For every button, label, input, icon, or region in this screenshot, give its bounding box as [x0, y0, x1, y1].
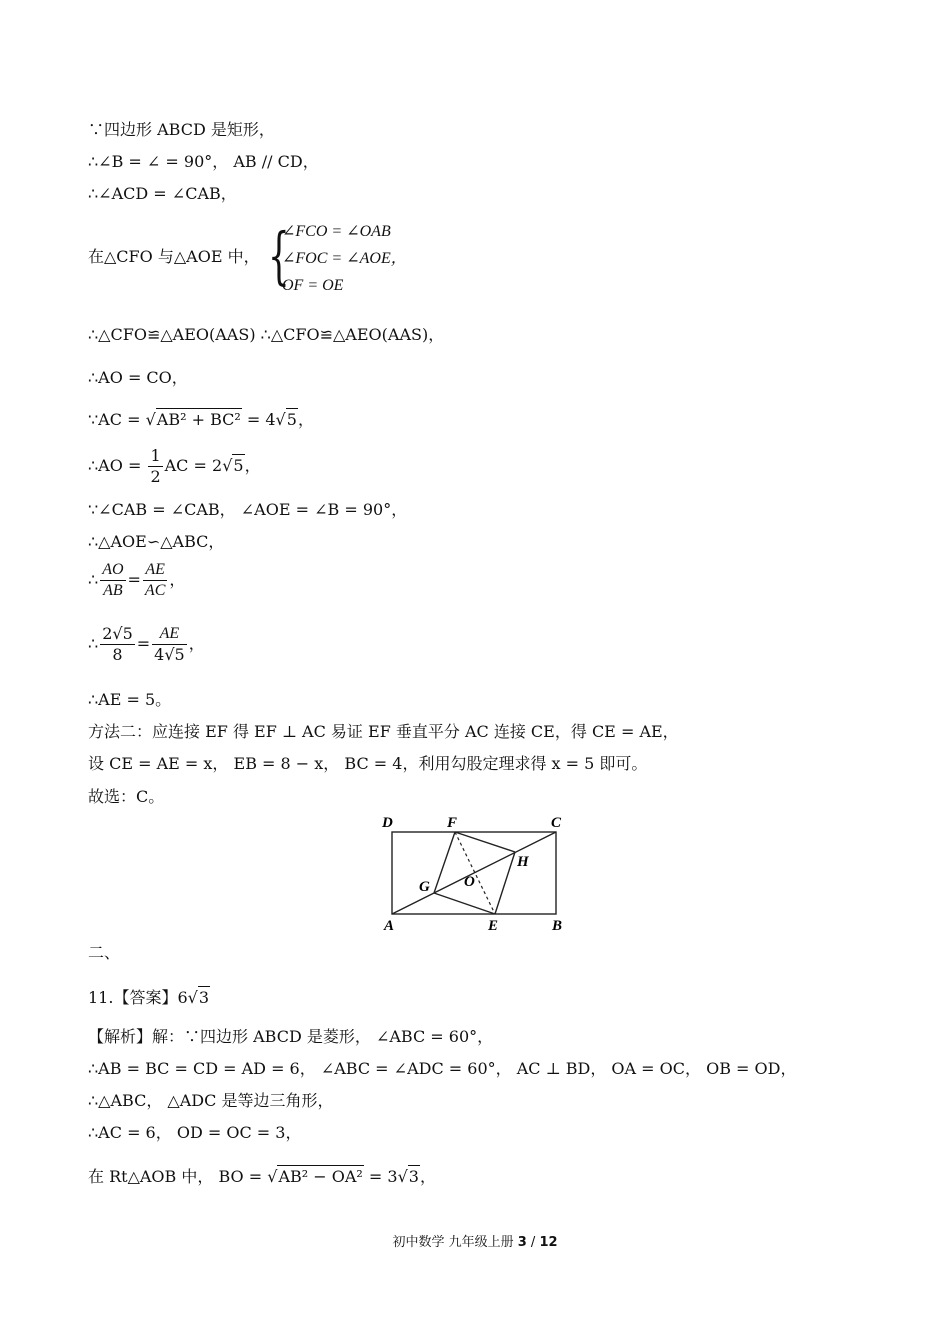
line-7-a: ∵AC = — [88, 410, 146, 429]
line-23-c: ， — [419, 1167, 436, 1186]
line-23-radicand: AB² − OA² — [278, 1167, 363, 1186]
line-16: 故选：C。 — [88, 787, 165, 806]
answer-11-a: 11.【答案】6 — [88, 988, 188, 1007]
line-22: ∴AC = 6， OD = OC = 3， — [88, 1123, 302, 1142]
frac-denominator: 4√5 — [154, 645, 185, 664]
system-eq-1: ∠FCO = ∠OAB — [282, 223, 391, 240]
line-11-a: ∴ — [88, 570, 99, 589]
system-eq-2: ∠FOC = ∠AOE， — [282, 250, 407, 267]
line-12 — [88, 624, 205, 665]
line-19: 【解析】解：∵四边形 ABCD 是菱形， ∠ABC = 60°， — [88, 1027, 494, 1046]
line-9: ∵∠CAB = ∠CAB， ∠AOE = ∠B = 90°， — [88, 500, 408, 519]
label-b: B — [552, 918, 563, 934]
line-7-radicand-2: 5 — [286, 410, 297, 429]
frac-numerator: 1 — [150, 446, 161, 465]
frac-numerator: AE — [152, 624, 187, 645]
line-23-b: = 3 — [363, 1167, 398, 1186]
line-20: ∴AB = BC = CD = AD = 6， ∠ABC = ∠ADC = 60°， AC ⊥ BD， OA = OC， OB = OD， — [88, 1059, 797, 1078]
page-number: 3 — [517, 1235, 527, 1250]
line-12-a: ∴ — [88, 634, 99, 653]
line-8: ∴AO = $\frac{1}{2}$ AC = 2√5， — [88, 446, 261, 486]
page-total: 12 — [539, 1235, 558, 1250]
line-8-c: ， — [244, 456, 261, 475]
label-a: A — [384, 918, 395, 934]
label-e: E — [488, 918, 499, 934]
frac-denominator: AB — [103, 582, 123, 599]
line-7-b: = 4 — [241, 410, 276, 429]
frac-numerator: AE — [143, 560, 167, 581]
fraction-ao-ab — [100, 560, 125, 601]
section-heading: 二、 — [88, 943, 121, 962]
line-8-a: ∴AO = — [88, 456, 147, 475]
line-3: ∴∠ACD = ∠CAB， — [88, 184, 237, 203]
line-23-radicand-2: 3 — [408, 1167, 419, 1186]
line-11-eq: = — [127, 570, 141, 589]
frac-denominator: 2 — [150, 467, 161, 486]
line-10: ∴△AOE∽△ABC， — [88, 532, 225, 551]
line-11 — [88, 560, 185, 601]
fraction-ae-4root5 — [152, 624, 187, 665]
fraction-ae-ac — [143, 560, 167, 601]
line-23: 在 Rt△AOB 中， BO = √AB² − OA² = 3√3， — [88, 1167, 436, 1186]
footer-text: 初中数学 九年级上册 — [392, 1235, 518, 1250]
line-21: ∴△ABC， △ADC 是等边三角形， — [88, 1091, 334, 1110]
geometry-figure — [375, 808, 575, 934]
line-12-eq: = — [136, 634, 151, 653]
frac-denominator: AC — [144, 582, 166, 599]
line-7-radicand: AB² + BC² — [156, 410, 241, 429]
line-12-c: ， — [188, 634, 205, 653]
fraction-half — [148, 446, 162, 487]
answer-11: 11.【答案】6√3 — [88, 988, 210, 1007]
label-f: F — [447, 815, 458, 831]
line-14: 方法二：应连接 EF 得 EF ⊥ AC 易证 EF 垂直平分 AC 连接 CE，得 CE = AE， — [88, 722, 679, 741]
frac-denominator: 8 — [112, 645, 123, 664]
line-8-b: AC = 2 — [164, 456, 223, 475]
fraction-2root5-8 — [100, 624, 135, 665]
segment-ge — [434, 893, 495, 914]
brace-symbol: { — [268, 219, 290, 292]
frac-numerator: AO — [100, 560, 125, 581]
line-4-prefix: 在△CFO 与△AOE 中， — [88, 247, 260, 266]
system-eq-3: OF = OE — [282, 277, 344, 294]
label-o: O — [464, 874, 475, 890]
label-c: C — [551, 815, 562, 831]
line-2: ∴∠B = ∠ = 90°， AB // CD， — [88, 152, 319, 171]
label-d: D — [382, 815, 393, 831]
line-1: ∵四边形 ABCD 是矩形， — [88, 120, 275, 139]
line-5: ∴△CFO≌△AEO(AAS) ∴△CFO≌△AEO(AAS)， — [88, 325, 445, 344]
label-h: H — [517, 854, 529, 870]
line-8-radicand: 5 — [233, 456, 244, 475]
line-15: 设 CE = AE = x， EB = 8 − x， BC = 4，利用勾股定理求得 x = 5 即可。 — [88, 754, 648, 773]
line-7: ∵AC = √AB² + BC² = 4√5， — [88, 410, 314, 429]
answer-11-radicand: 3 — [198, 988, 210, 1007]
line-13: ∴AE = 5。 — [88, 690, 172, 709]
line-7-c: ， — [297, 410, 314, 429]
page-footer — [0, 1231, 950, 1250]
line-6: ∴AO = CO， — [88, 368, 188, 387]
line-23-a: 在 Rt△AOB 中， BO = — [88, 1167, 268, 1186]
segment-hf — [455, 832, 515, 852]
frac-numerator: 2√5 — [102, 624, 133, 643]
diagonal-ac — [392, 832, 556, 914]
page-separator: / — [526, 1235, 540, 1250]
label-g: G — [419, 879, 430, 895]
line-11-c: ， — [169, 570, 186, 589]
